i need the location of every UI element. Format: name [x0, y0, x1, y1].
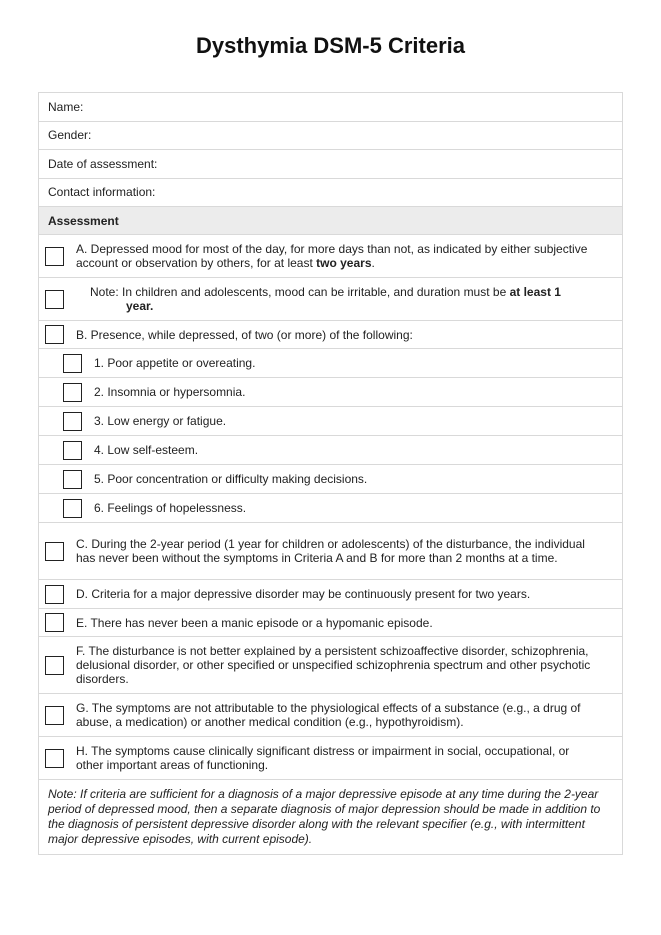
criterion-h-checkbox[interactable] — [45, 749, 64, 768]
criterion-a-row — [39, 235, 622, 278]
criterion-c-row — [39, 523, 622, 580]
assessment-section-header — [39, 207, 622, 235]
criterion-a-text: A. Depressed mood for most of the day, for more days than not, as indicated by either subjective account or observation by others, for at least two years. — [76, 242, 588, 270]
criterion-b2-checkbox[interactable] — [63, 383, 82, 402]
criterion-h-text: H. The symptoms cause clinically significant distress or impairment in social, occupational, or other important areas of functioning. — [76, 744, 570, 772]
criterion-b6-row — [39, 494, 622, 523]
gender-field[interactable] — [39, 122, 622, 151]
criterion-b3-checkbox[interactable] — [63, 412, 82, 431]
criterion-d-text: D. Criteria for a major depressive disorder may be continuously present for two years. — [76, 587, 531, 601]
criterion-a-note-checkbox[interactable] — [45, 290, 64, 309]
criterion-a-note-text: Note: In children and adolescents, mood can be irritable, and duration must be at least 1 year. — [90, 285, 561, 313]
criterion-b6-checkbox[interactable] — [63, 499, 82, 518]
criterion-b5-checkbox[interactable] — [63, 470, 82, 489]
criterion-f-text: F. The disturbance is not better explained by a persistent schizoaffective disorder, schizophrenia, delusional disorder, or other specified or unspecified schizophrenia spectrum and other psychotic disorders. — [76, 644, 591, 686]
date-label: Date of assessment: — [48, 156, 158, 171]
criterion-b4-checkbox[interactable] — [63, 441, 82, 460]
final-note: Note: If criteria are sufficient for a diagnosis of a major depressive episode at any time during the 2-year period of depressed mood, then a separate diagnosis of major depression should be made in addition to the diagnosis of persistent depressive disorder along with the relevant specifier (e.g., with intermittent major depressive episodes, with current episode). — [48, 787, 601, 846]
criterion-b4-text: 4. Low self-esteem. — [94, 443, 199, 457]
criterion-b3-text: 3. Low energy or fatigue. — [94, 414, 227, 428]
criterion-b6-text: 6. Feelings of hopelessness. — [94, 501, 247, 515]
criterion-b1-text: 1. Poor appetite or overeating. — [94, 356, 256, 370]
criterion-a-note-row — [39, 278, 622, 321]
contact-field[interactable] — [39, 179, 622, 208]
gender-label: Gender: — [48, 128, 92, 143]
section-title: Assessment — [48, 213, 119, 228]
criterion-b1-row — [39, 349, 622, 378]
criterion-b1-checkbox[interactable] — [63, 354, 82, 373]
assessment-form — [38, 92, 623, 855]
criterion-f-row — [39, 637, 622, 694]
page-title: Dysthymia DSM-5 Criteria — [196, 33, 465, 58]
criterion-e-checkbox[interactable] — [45, 613, 64, 632]
criterion-b4-row — [39, 436, 622, 465]
contact-label: Contact information: — [48, 185, 156, 200]
criterion-b5-row — [39, 465, 622, 494]
criterion-e-text: E. There has never been a manic episode or a hypomanic episode. — [76, 615, 433, 630]
criterion-c-text: C. During the 2-year period (1 year for children or adolescents) of the disturbance, the individual has never been without the symptoms in Criteria A and B for more than 2 months at a time. — [76, 537, 585, 565]
criterion-f-checkbox[interactable] — [45, 656, 64, 675]
criterion-g-text: G. The symptoms are not attributable to the physiological effects of a substance (e.g., a drug of abuse, a medication) or another medical condition (e.g., hypothyroidism). — [76, 701, 581, 729]
name-label: Name: — [48, 99, 84, 114]
criterion-e-row — [39, 609, 622, 637]
criterion-b3-row — [39, 407, 622, 436]
criterion-h-row — [39, 737, 622, 780]
criterion-d-checkbox[interactable] — [45, 585, 64, 604]
criterion-c-checkbox[interactable] — [45, 542, 64, 561]
criterion-d-row — [39, 580, 622, 609]
criterion-b2-text: 2. Insomnia or hypersomnia. — [94, 385, 246, 399]
criterion-b5-text: 5. Poor concentration or difficulty making decisions. — [94, 472, 368, 486]
criterion-b-text: B. Presence, while depressed, of two (or more) of the following: — [76, 327, 413, 342]
criterion-b2-row — [39, 378, 622, 407]
criterion-b-checkbox[interactable] — [45, 325, 64, 344]
criterion-g-row — [39, 694, 622, 737]
date-field[interactable] — [39, 150, 622, 179]
criterion-b-row — [39, 321, 622, 349]
name-field[interactable] — [39, 93, 622, 122]
criterion-g-checkbox[interactable] — [45, 706, 64, 725]
criterion-a-checkbox[interactable] — [45, 247, 64, 266]
